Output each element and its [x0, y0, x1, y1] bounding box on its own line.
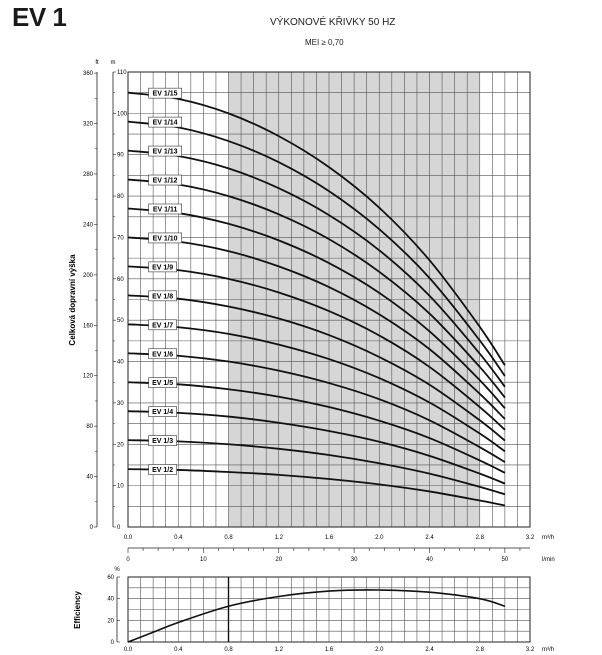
- m-axis-tick-label: 90: [117, 152, 124, 159]
- x-tick-label: 0.4: [174, 535, 183, 541]
- ft-axis-tick-label: 200: [82, 272, 93, 279]
- x-tick-label: 2.4: [425, 535, 434, 541]
- eff-x-tick-label: 1.6: [324, 647, 334, 653]
- x-tick-label: 1.2: [274, 535, 283, 541]
- m-axis-tick-label: 0: [117, 525, 121, 531]
- ft-axis-tick-label: 280: [82, 171, 93, 178]
- eff-x-tick-label: 2.8: [475, 647, 484, 653]
- eff-x-tick-label: 1.2: [274, 647, 283, 653]
- m-axis-tick-label: 50: [117, 318, 124, 325]
- eff-x-tick-label: 3.2: [525, 647, 535, 653]
- x-axis-unit: m³/h: [542, 535, 554, 541]
- lmin-tick-label: 20: [275, 557, 283, 563]
- lmin-tick-label: 30: [350, 557, 358, 563]
- x-tick-label: 2.0: [375, 535, 384, 541]
- curve-label: EV 1/6: [152, 351, 174, 359]
- lmin-tick-label: 0: [126, 557, 130, 563]
- curve-label: EV 1/4: [152, 409, 174, 417]
- eff-y-tick-label: 0: [110, 640, 114, 646]
- curve-label: EV 1/14: [152, 119, 178, 127]
- ft-axis-tick-label: 40: [86, 474, 93, 481]
- curve-label: EV 1/10: [152, 235, 178, 243]
- lmin-tick-label: 40: [426, 557, 433, 563]
- m-axis-tick-label: 80: [117, 194, 124, 201]
- curve-label: EV 1/15: [152, 90, 178, 98]
- eff-y-unit: %: [114, 567, 120, 573]
- ft-axis-tick-label: 160: [82, 323, 93, 330]
- ft-axis-tick-label: 0: [89, 525, 93, 531]
- eff-x-tick-label: 0.8: [224, 647, 233, 653]
- lmin-axis-unit: l/min: [542, 557, 555, 563]
- x-tick-label: 2.8: [475, 535, 484, 541]
- ft-axis-tick-label: 240: [82, 222, 93, 229]
- x-tick-label: 0.8: [224, 535, 233, 541]
- ft-axis-tick-label: 360: [82, 71, 93, 78]
- m-axis-unit: m: [110, 60, 116, 66]
- curve-label: EV 1/2: [152, 467, 174, 475]
- model-title: EV 1: [12, 2, 67, 32]
- x-tick-label: 0.0: [123, 535, 133, 541]
- lmin-tick-label: 10: [200, 557, 207, 563]
- ft-axis-tick-label: 80: [86, 424, 93, 431]
- m-axis-tick-label: 10: [117, 483, 124, 490]
- chart-subtitle: MEI ≥ 0,70: [305, 38, 344, 47]
- ft-axis-unit: ft: [95, 60, 99, 66]
- x-tick-label: 3.2: [525, 535, 535, 541]
- ft-axis-tick-label: 120: [82, 373, 93, 380]
- m-axis-tick-label: 20: [117, 442, 124, 449]
- eff-x-tick-label: 2.4: [425, 647, 434, 653]
- curve-label: EV 1/7: [152, 322, 174, 330]
- eff-x-tick-label: 0.4: [174, 647, 183, 653]
- curve-label: EV 1/3: [152, 438, 174, 446]
- chart-title: VÝKONOVÉ KŘIVKY 50 HZ: [270, 17, 396, 28]
- eff-y-tick-label: 20: [107, 618, 114, 625]
- eff-x-tick-label: 0.0: [123, 647, 133, 653]
- lmin-tick-label: 50: [501, 557, 509, 563]
- eff-x-tick-label: 2.0: [375, 647, 384, 653]
- m-axis-tick-label: 60: [117, 276, 124, 283]
- m-axis-tick-label: 110: [117, 70, 127, 76]
- m-axis-tick-label: 40: [117, 359, 124, 366]
- head-axis-label: Celková dopravní výška: [68, 254, 77, 346]
- m-axis-tick-label: 30: [117, 400, 124, 407]
- efficiency-axis-label: Efficiency: [73, 591, 82, 629]
- m-axis-tick-label: 70: [117, 235, 124, 242]
- curve-label: EV 1/11: [152, 206, 178, 214]
- curve-label: EV 1/13: [152, 148, 178, 156]
- x-tick-label: 1.6: [324, 535, 334, 541]
- curve-label: EV 1/5: [152, 380, 174, 388]
- ft-axis-tick-label: 320: [82, 121, 93, 128]
- curve-label: EV 1/9: [152, 264, 174, 272]
- curve-label: EV 1/8: [152, 293, 174, 301]
- eff-y-tick-label: 60: [107, 575, 114, 581]
- m-axis-tick-label: 100: [117, 111, 128, 118]
- curve-label: EV 1/12: [152, 177, 178, 185]
- eff-x-axis-unit: m³/h: [542, 647, 554, 653]
- eff-y-tick-label: 40: [107, 596, 114, 603]
